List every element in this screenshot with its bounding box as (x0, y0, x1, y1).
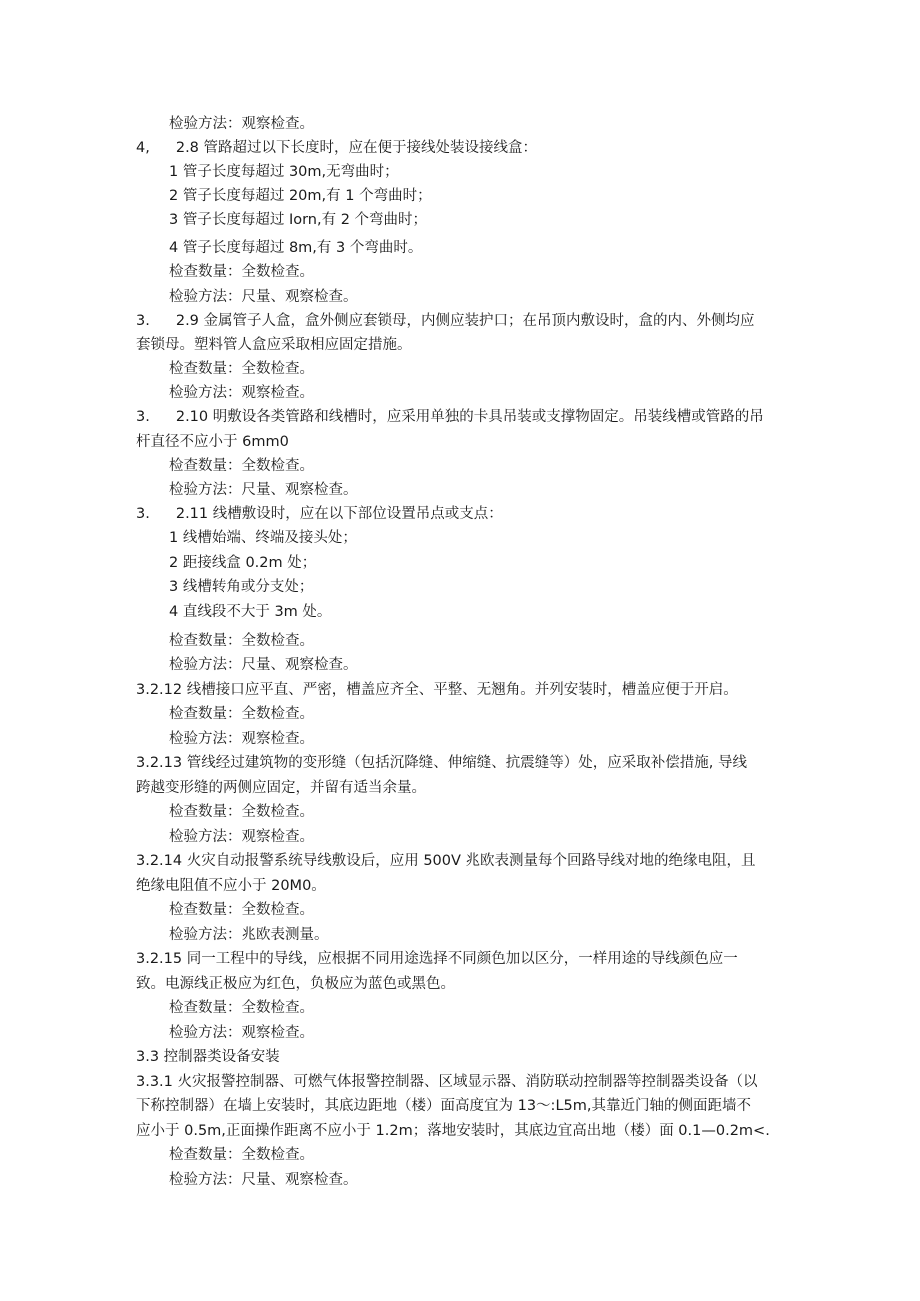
check-quantity: 检查数量：全数检查。 (169, 458, 314, 474)
clause-heading (136, 504, 503, 524)
check-quantity: 检查数量：全数检查。 (169, 264, 314, 280)
clause-continuation: 套锁母。塑料管人盒应采取相应固定措施。 (136, 337, 412, 353)
clause-heading: 3.2.12 线槽接口应平直、严密，槽盖应齐全、平整、无翘角。并列安装时，槽盖应便于开启。 (136, 682, 738, 698)
list-item: 2 管子长度每超过 20m,有 1 个弯曲时； (169, 188, 432, 204)
clause-text: 2.11 线槽敷设时，应在以下部位设置吊点或支点： (175, 506, 503, 522)
check-method: 检验方法：观察检查。 (169, 731, 314, 747)
clause-heading (136, 311, 755, 331)
list-item: 4 管子长度每超过 8m,有 3 个弯曲时。 (169, 240, 423, 256)
list-item: 1 线槽始端、终端及接头处； (169, 530, 357, 546)
text-line: 检验方法：观察检查。 (169, 116, 314, 132)
clause-heading (136, 407, 764, 427)
check-method: 检验方法：兆欧表测量。 (169, 927, 329, 943)
clause-continuation: 绝缘电阻值不应小于 20M0。 (136, 878, 326, 894)
list-item: 3 管子长度每超过 Iorn,有 2 个弯曲时； (169, 212, 428, 228)
clause-heading: 3.2.15 同一工程中的导线，应根据不同用途选择不同颜色加以区分，一样用途的导线颜色应一 (136, 951, 738, 967)
clause-heading: 3.3.1 火灾报警控制器、可燃气体报警控制器、区域显示器、消防联动控制器等控制器类设备（以 (136, 1074, 758, 1090)
clause-continuation: 致。电源线正极应为红色，负极应为蓝色或黑色。 (136, 976, 455, 992)
clause-number: 3. (136, 409, 150, 425)
clause-number: 3. (136, 313, 150, 329)
check-method: 检验方法：观察检查。 (169, 1025, 314, 1041)
clause-continuation: 下称控制器）在墙上安装时，其底边距地（楼）面高度宜为 13～:L5m,其靠近门轴的侧面距墙不 (136, 1098, 751, 1114)
check-quantity: 检查数量：全数检查。 (169, 706, 314, 722)
clause-heading: 3.2.14 火灾自动报警系统导线敷设后，应用 500V 兆欧表测量每个回路导线对地的绝缘电阻，且 (136, 853, 756, 869)
list-item: 3 线槽转角或分支处； (169, 579, 314, 595)
clause-text: 2.8 管路超过以下长度时，应在便于接线处装设接线盒： (175, 140, 538, 156)
check-method: 检验方法：尺量、观察检查。 (169, 1172, 358, 1188)
clause-continuation: 杆直径不应小于 6mm0 (136, 434, 289, 450)
check-quantity: 检查数量：全数检查。 (169, 902, 314, 918)
check-quantity: 检查数量：全数检查。 (169, 1000, 314, 1016)
clause-continuation: 应小于 0.5m,正面操作距离不应小于 1.2m；落地安装时，其底边宜高出地（楼）面 0.1—0.2m<. (136, 1123, 770, 1139)
clause-text: 2.10 明敷设各类管路和线槽时，应采用单独的卡具吊装或支撑物固定。吊装线槽或管路的吊 (175, 409, 764, 425)
check-method: 检验方法：尺量、观察检查。 (169, 289, 358, 305)
check-method: 检验方法：观察检查。 (169, 829, 314, 845)
clause-number: 3. (136, 506, 150, 522)
check-quantity: 检查数量：全数检查。 (169, 804, 314, 820)
list-item: 2 距接线盒 0.2m 处； (169, 555, 317, 571)
check-method: 检验方法：观察检查。 (169, 385, 314, 401)
clause-text: 2.9 金属管子人盒，盒外侧应套锁母，内侧应装护口；在吊顶内敷设时，盒的内、外侧均应 (175, 313, 755, 329)
clause-heading (136, 138, 537, 158)
section-heading: 3.3 控制器类设备安装 (136, 1049, 280, 1065)
check-method: 检验方法：尺量、观察检查。 (169, 482, 358, 498)
list-item: 4 直线段不大于 3m 处。 (169, 604, 332, 620)
clause-heading: 3.2.13 管线经过建筑物的变形缝（包括沉降缝、伸缩缝、抗震缝等）处，应采取补偿措施, 导线 (136, 755, 747, 771)
clause-number: 4, (136, 140, 150, 156)
check-quantity: 检查数量：全数检查。 (169, 361, 314, 377)
check-method: 检验方法：尺量、观察检查。 (169, 657, 358, 673)
check-quantity: 检查数量：全数检查。 (169, 1147, 314, 1163)
list-item: 1 管子长度每超过 30m,无弯曲时； (169, 164, 399, 180)
clause-continuation: 跨越变形缝的两侧应固定，并留有适当余量。 (136, 780, 426, 796)
check-quantity: 检查数量：全数检查。 (169, 633, 314, 649)
